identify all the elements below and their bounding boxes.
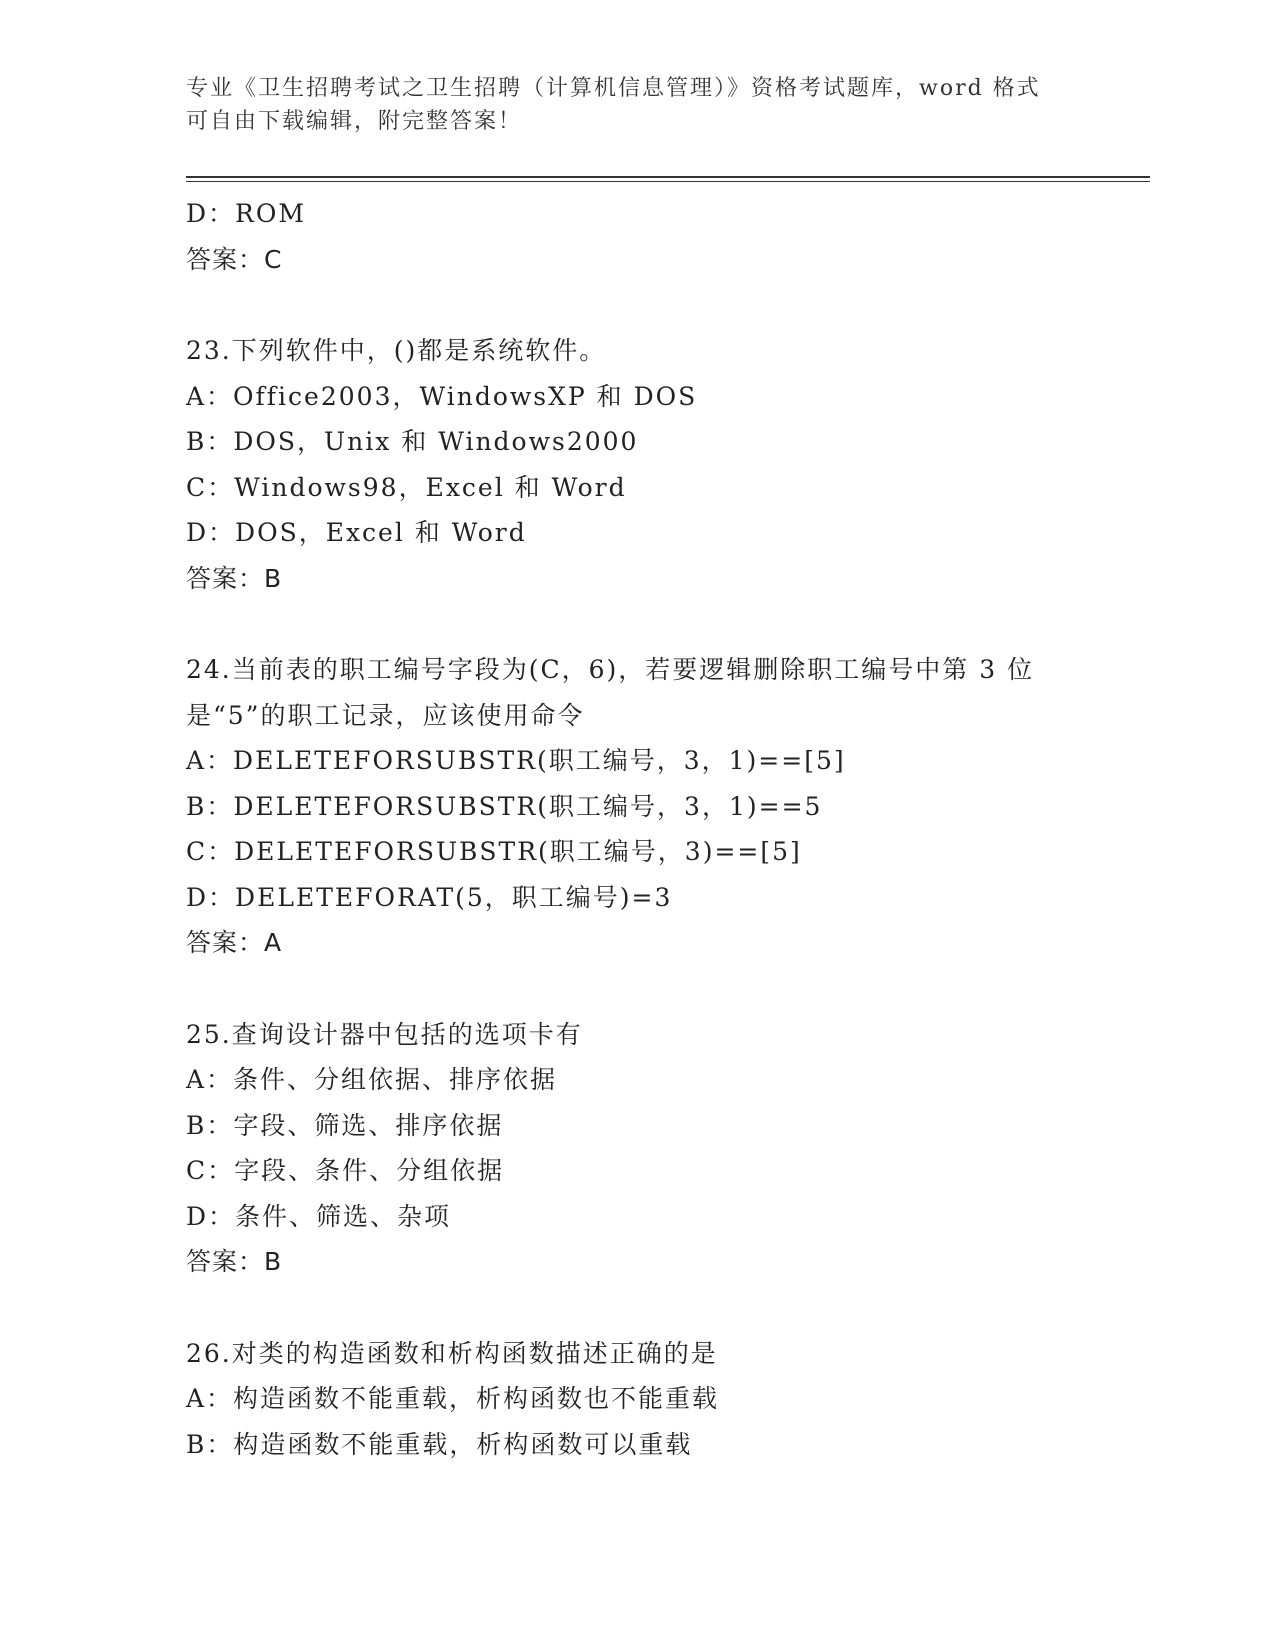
question-content (186, 191, 1086, 1467)
q24-option-d: D：DELETEFORAT(5，职工编号)=3 (186, 882, 673, 912)
q23-option-a: A：Office2003，WindowsXP 和 DOS (186, 381, 698, 411)
q26-stem: 26.对类的构造函数和析构函数描述正确的是 (186, 1338, 718, 1368)
q26-option-b: B：构造函数不能重载，析构函数可以重载 (186, 1429, 693, 1459)
header-divider-thick (186, 176, 1150, 178)
q24-stem-line-1: 24.当前表的职工编号字段为(C，6)，若要逻辑删除职工编号中第 3 位 (186, 655, 1035, 684)
q24-option-b: B：DELETEFORSUBSTR(职工编号，3，1)==5 (186, 791, 823, 821)
q25-option-d: D：条件、筛选、杂项 (186, 1201, 452, 1231)
q25-option-c: C：字段、条件、分组依据 (186, 1156, 505, 1185)
spacer (186, 601, 1086, 647)
q23-option-d: D：DOS，Excel 和 Word (186, 518, 527, 547)
q24-option-c: C：DELETEFORSUBSTR(职工编号，3)==[5] (186, 837, 802, 866)
header-line-1: 专业《卫生招聘考试之卫生招聘（计算机信息管理）》资格考试题库，word 格式 (186, 76, 1041, 101)
prev-option-d: D：ROM (186, 199, 306, 228)
header-divider-thin (186, 181, 1150, 182)
q25-stem: 25.查询设计器中包括的选项卡有 (186, 1019, 583, 1049)
spacer (186, 282, 1086, 328)
prev-answer: 答案：C (186, 244, 283, 274)
q26-option-a: A：构造函数不能重载，析构函数也不能重载 (186, 1384, 720, 1413)
page-header (186, 72, 1086, 138)
q23-option-c: C：Windows98，Excel 和 Word (186, 472, 627, 502)
header-line-2: 可自由下载编辑，附完整答案！ (186, 109, 523, 134)
q23-stem: 23.下列软件中，()都是系统软件。 (186, 336, 607, 365)
q24-stem-line-2: 是“5”的职工记录，应该使用命令 (186, 700, 585, 730)
q23-option-b: B：DOS，Unix 和 Windows2000 (186, 427, 639, 456)
spacer (186, 1285, 1086, 1331)
spacer (186, 966, 1086, 1012)
q25-option-a: A：条件、分组依据、排序依据 (186, 1065, 558, 1094)
q25-option-b: B：字段、筛选、排序依据 (186, 1110, 504, 1140)
q24-option-a: A：DELETEFORSUBSTR(职工编号，3，1)==[5] (186, 746, 846, 775)
q23-answer: 答案：B (186, 563, 283, 593)
q24-answer: 答案：A (186, 928, 283, 957)
q25-answer: 答案：B (186, 1247, 283, 1276)
